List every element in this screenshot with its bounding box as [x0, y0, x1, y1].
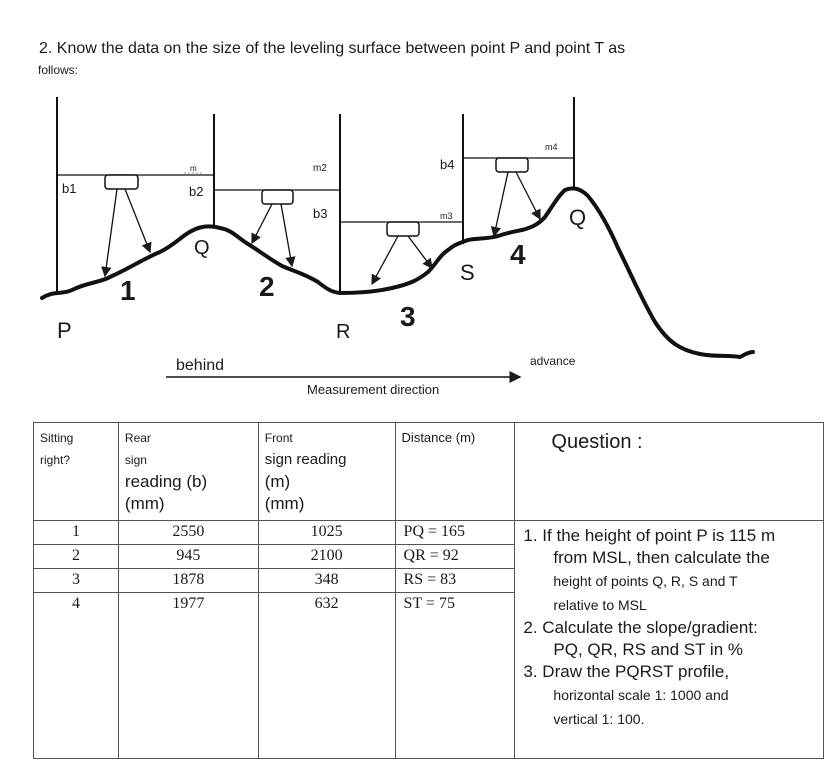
questions-cell: 1. If the height of point P is 115 m from MSL, then calculate the height of points Q, R, S and T relative to MSL 2. Calculate the slope/gradient: PQ, QR, RS and ST in % 3. Draw the PQRST profile, horizontal scale 1: 1000 and vertical 1: 100.: [515, 521, 824, 759]
cell-rear: 1878: [118, 569, 258, 593]
header-distance: Distance (m): [395, 423, 515, 521]
problem-title: 2. Know the data on the size of the leveling surface between point P and point T as: [39, 40, 626, 57]
setup-number-4: 4: [510, 239, 526, 270]
level-instrument-4: [496, 158, 528, 172]
label-b2: b2: [189, 184, 204, 199]
cell-rear: 2550: [118, 521, 258, 545]
cell-front: 2100: [258, 545, 395, 569]
header-front: Front sign reading (m) (mm): [258, 423, 395, 521]
label-m4: m4: [545, 142, 558, 152]
setup-number-1: 1: [120, 275, 136, 306]
label-b1: b1: [62, 181, 77, 196]
cell-front: 1025: [258, 521, 395, 545]
point-label-q2: Q: [569, 205, 587, 230]
cell-front: 632: [258, 593, 395, 759]
cell-distance: ST = 75: [395, 593, 515, 759]
point-label-s: S: [460, 260, 475, 285]
label-m: m: [190, 164, 197, 173]
level-instrument-2: [262, 190, 293, 204]
cell-sitting: 2: [34, 545, 119, 569]
point-label-q1: Q: [194, 237, 210, 259]
cell-sitting: 4: [34, 593, 119, 759]
label-m2: m2: [313, 163, 327, 174]
level-instrument-1: [105, 175, 138, 189]
terrain-profile: [42, 188, 753, 357]
label-m3: m3: [440, 211, 453, 221]
cell-front: 348: [258, 569, 395, 593]
setup-number-2: 2: [259, 271, 275, 302]
advance-label: advance: [530, 354, 576, 368]
setup-number-3: 3: [400, 301, 416, 332]
header-sitting: Sitting right?: [34, 423, 119, 521]
label-b4: b4: [440, 157, 455, 172]
label-b3: b3: [313, 206, 328, 221]
leveling-table: [33, 422, 824, 759]
cell-sitting: 3: [34, 569, 119, 593]
measurement-direction-label: Measurement direction: [307, 382, 440, 397]
cell-distance: PQ = 165: [395, 521, 515, 545]
cell-sitting: 1: [34, 521, 119, 545]
level-instrument-3: [387, 222, 419, 236]
cell-distance: QR = 92: [395, 545, 515, 569]
behind-label: behind: [176, 357, 225, 374]
header-rear: Rear sign reading (b) (mm): [118, 423, 258, 521]
point-label-r: R: [336, 321, 351, 343]
problem-title-cont: follows:: [38, 63, 79, 77]
question-title: Question :: [515, 423, 824, 521]
cell-distance: RS = 83: [395, 569, 515, 593]
point-label-p: P: [57, 318, 72, 343]
cell-rear: 1977: [118, 593, 258, 759]
cell-rear: 945: [118, 545, 258, 569]
